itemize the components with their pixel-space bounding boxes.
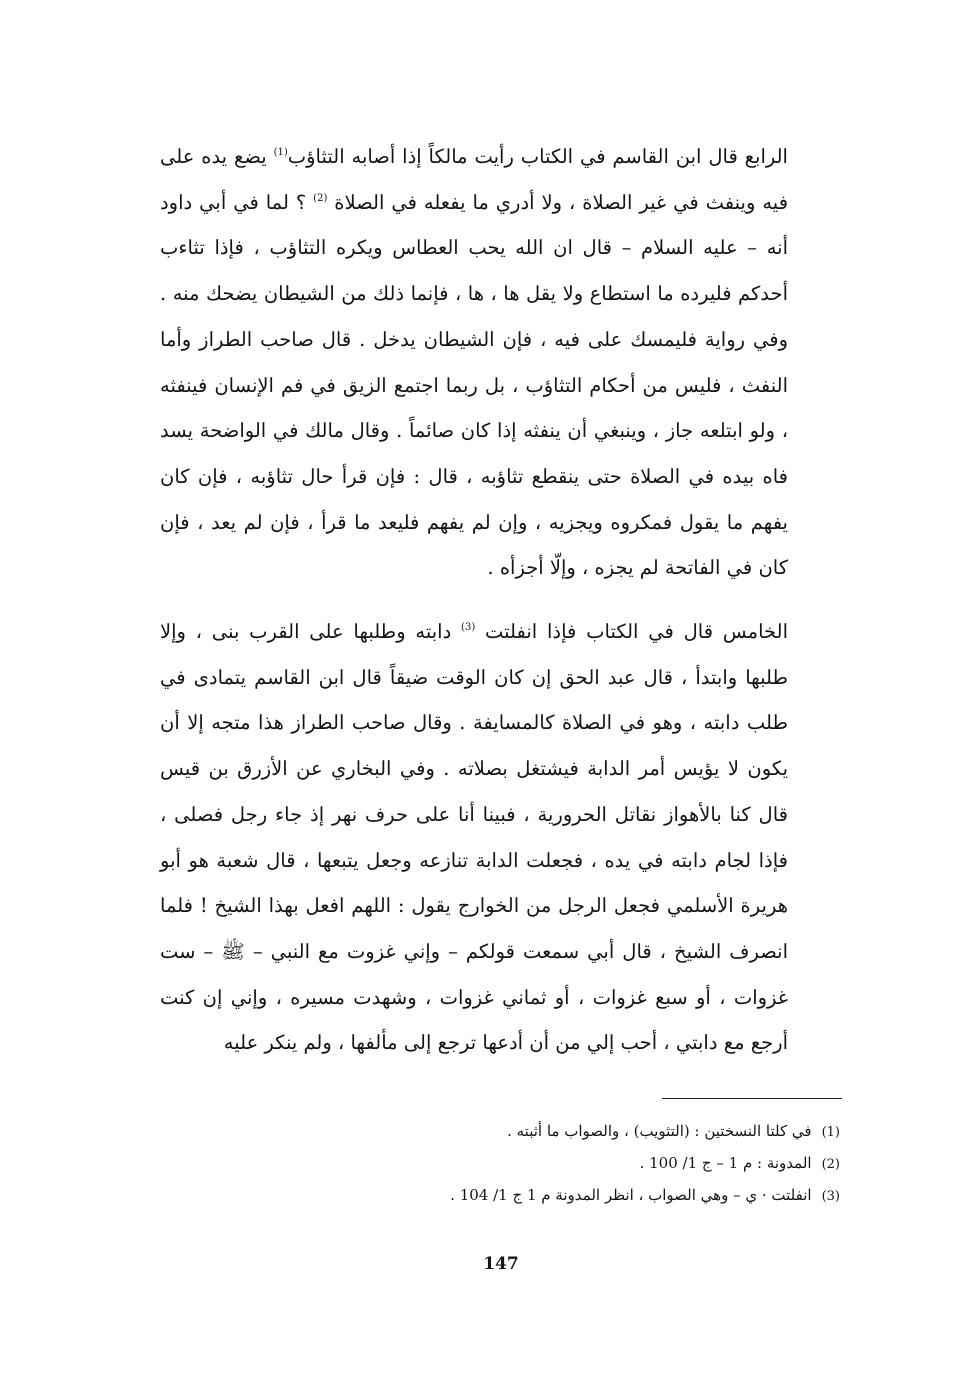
paragraph-fourth — [160, 134, 788, 591]
page-number: 147 — [483, 1254, 519, 1274]
footnote-item — [250, 1148, 840, 1180]
footnote-number: (2) — [821, 1157, 840, 1172]
paragraph-text: دابته وطلبها على القرب بنى ، وإلا طلبها وابتدأ ، قال عبد الحق إن كان الوقت ضيقاً قال ابن القاسم يتمادى في طلب دابته ، وهو في الصلاة كالمسايفة . وقال صاحب الطراز هذا متجه إلا أن يكون لا يؤيس أمر الدابة فيشتغل بصلاته . وفي البخاري عن الأزرق بن قيس قال كنا بالأهواز نقاتل الحرورية ، فبينا أنا على حرف نهر إذ جاء رجل فصلى ، فإذا لجام دابته في يده ، فجعلت الدابة تنازعه وجعل يتبعها ، قال شعبة هو أبو هريرة الأسلمي فجعل الرجل من الخوارج يقول : اللهم افعل بهذا الشيخ ! فلما انصرف الشيخ ، قال أبي سمعت قولكم – وإني غزوت مع النبي – ﷺ – ست غزوات ، أو سبع غزوات ، أو ثماني غزوات ، وشهدت مسيره ، وإني إن كنت أرجع مع دابتي ، أحب إلي من أن أدعها ترجع إلى مألفها ، ولم ينكر عليه — [160, 620, 788, 1055]
paragraph-text: الرابع قال ابن القاسم في الكتاب رأيت مالكاً إذا أصابه التثاؤب — [287, 145, 788, 168]
main-text — [160, 134, 788, 1066]
paragraph-text: يضع يده على فيه وينفث في غير الصلاة ، ولا أدري ما يفعله في الصلاة — [160, 145, 789, 214]
footnote-number: (3) — [821, 1189, 840, 1204]
footnote-text: انفلتت · ي – وهي الصواب ، انظر المدونة م 1 ج 1/ 104 . — [450, 1186, 812, 1204]
footnote-ref: (1) — [273, 147, 288, 158]
paragraph-fifth — [160, 609, 788, 1066]
footnote-ref: (3) — [461, 622, 476, 634]
paragraph-text: ؟ لما في أبي داود أنه – عليه السلام – قال ان الله يحب العطاس ويكره التثاؤب ، فإذا تثاءب أحدكم فليرده ما استطاع ولا يقل ها ، ها ، فإنما ذلك من الشيطان يضحك منه . وفي رواية فليمسك على فيه ، فإن الشيطان يدخل . قال صاحب الطراز وأما النفث ، فليس من أحكام التثاؤب ، بل ربما اجتمع الزيق في فم الإنسان فينفثه ، ولو ابتلعه جاز ، وينبغي أن ينفثه إذا كان صائماً . وقال مالك في الواضحة يسد فاه بيده في الصلاة حتى ينقطع تثاؤبه ، قال : فإن قرأ حال تثاؤبه ، فإن كان يفهم ما يقول فمكروه ويجزيه ، وإن لم يفهم فليعد ما قرأ ، فإن لم يعد ، فإن كان في الفاتحة لم يجزه ، وإلّا أجزأه . — [160, 190, 788, 580]
footnote-text: المدونة : م 1 – ج 1/ 100 . — [639, 1154, 812, 1172]
footnote-item — [250, 1180, 840, 1212]
footnote-divider — [662, 1098, 842, 1099]
paragraph-text: الخامس قال في الكتاب فإذا انفلتت — [475, 620, 788, 644]
footnotes — [250, 1116, 840, 1212]
footnote-text: في كلتا النسختين : (التثويب) ، والصواب ما أثبته . — [507, 1122, 812, 1140]
footnote-number: (1) — [821, 1125, 840, 1140]
footnote-item — [250, 1116, 840, 1148]
footnote-ref: (2) — [313, 192, 328, 204]
